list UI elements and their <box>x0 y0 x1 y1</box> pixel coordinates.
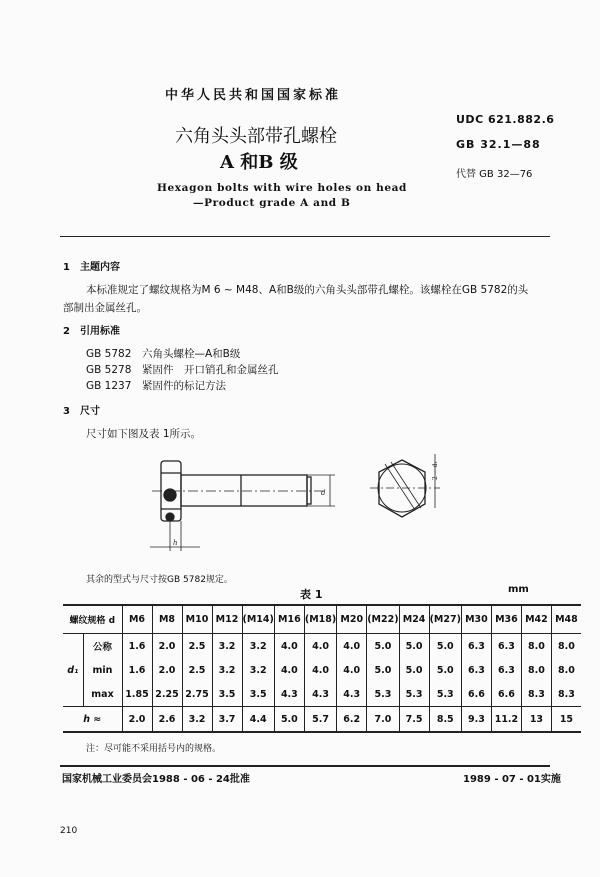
table-cell: (M22) <box>367 605 399 634</box>
table-cell: M16 <box>274 605 304 634</box>
section-2-heading: 2 引用标准 <box>63 326 120 337</box>
reference-list <box>86 346 279 394</box>
table-cell: M10 <box>182 605 212 634</box>
table-cell: 7.5 <box>399 707 429 733</box>
table-cell: 6.3 <box>461 658 491 682</box>
approval-text: 国家机械工业委员会1988 - 06 - 24批准 <box>62 774 250 785</box>
table-cell: 7.0 <box>367 707 399 733</box>
remaining-text: 其余的型式与尺寸按GB 5782规定。 <box>86 575 233 585</box>
table-cell: 8.0 <box>521 658 551 682</box>
table-cell: 4.4 <box>242 707 274 733</box>
table-row <box>63 634 581 659</box>
grade-cn: A 和B 级 <box>220 152 298 173</box>
reference-item: GB 1237 紧固件的标记方法 <box>86 380 226 392</box>
table-cell: M20 <box>337 605 367 634</box>
bolt-drawing <box>140 455 380 555</box>
table-cell: 6.2 <box>337 707 367 733</box>
replaces-standard: 代替 GB 32—76 <box>456 169 533 180</box>
table-note: 注：尽可能不采用括号内的规格。 <box>86 744 222 754</box>
table-cell: M6 <box>122 605 152 634</box>
table-cell: 2.5 <box>182 634 212 659</box>
table-cell: 9.3 <box>461 707 491 733</box>
table-cell: 2.0 <box>152 634 182 659</box>
udc-number: UDC 621.882.6 <box>456 113 555 126</box>
table-row <box>63 707 581 733</box>
national-standard-heading: 中华人民共和国国家标准 <box>165 88 342 103</box>
table-cell: 8.0 <box>551 634 581 659</box>
table-cell: 2.25 <box>152 682 182 707</box>
row-label: 公称 <box>83 634 122 659</box>
table-cell: 6.3 <box>491 634 521 659</box>
table-cell: 6.3 <box>491 658 521 682</box>
row-label: max <box>83 682 122 707</box>
table-cell: 2.6 <box>152 707 182 733</box>
table-cell: M42 <box>521 605 551 634</box>
table-cell: 3.5 <box>212 682 242 707</box>
table-cell: 4.0 <box>274 658 304 682</box>
reference-item: GB 5278 紧固件 开口销孔和金属丝孔 <box>86 364 279 376</box>
table-cell: 2.75 <box>182 682 212 707</box>
table-cell: 4.3 <box>304 682 336 707</box>
table-cell: 5.0 <box>429 634 461 659</box>
table-cell: 2.5 <box>182 658 212 682</box>
title-en-1: Hexagon bolts with wire holes on head <box>157 182 407 194</box>
row-label: min <box>83 658 122 682</box>
table-cell: M12 <box>212 605 242 634</box>
table-cell: 8.0 <box>551 658 581 682</box>
table-cell: M30 <box>461 605 491 634</box>
section-1-heading: 1 主题内容 <box>63 262 120 273</box>
table-cell: (M27) <box>429 605 461 634</box>
table-header-row <box>63 605 581 634</box>
title-en-2: —Product grade A and B <box>193 197 351 209</box>
table-cell: 2.0 <box>152 658 182 682</box>
table-cell: 3.5 <box>242 682 274 707</box>
table-cell: 2.0 <box>122 707 152 733</box>
header-rule <box>60 236 550 237</box>
table-caption: 表 1 <box>300 588 323 601</box>
hex-head-drawing <box>365 452 445 542</box>
table-cell: 5.7 <box>304 707 336 733</box>
h-label: h ≈ <box>63 707 122 733</box>
table-cell: 11.2 <box>491 707 521 733</box>
table-unit: mm <box>508 584 529 595</box>
table-cell: 8.5 <box>429 707 461 733</box>
table-cell: 3.2 <box>242 658 274 682</box>
reference-item: GB 5782 六角头螺栓—A和B级 <box>86 348 241 360</box>
d-label: d <box>321 489 326 497</box>
dimensions-text: 尺寸如下图及表 1所示。 <box>86 428 202 440</box>
table-cell: 13 <box>521 707 551 733</box>
table-cell: 6.6 <box>491 682 521 707</box>
table-cell: 8.3 <box>551 682 581 707</box>
table-cell: 5.0 <box>274 707 304 733</box>
header-label: 螺纹规格 d <box>63 605 122 634</box>
table-cell: 8.0 <box>521 634 551 659</box>
table-cell: 3.7 <box>212 707 242 733</box>
table-cell: 5.0 <box>399 634 429 659</box>
table-cell: 4.0 <box>337 658 367 682</box>
d1-label: 2 − d₁ <box>432 461 439 480</box>
table-cell: M8 <box>152 605 182 634</box>
footer-rule <box>60 765 550 767</box>
h-label: h <box>173 539 178 547</box>
table-cell: 1.85 <box>122 682 152 707</box>
scope-text-line-2: 部制出金属丝孔。 <box>63 302 147 314</box>
table-cell: 4.3 <box>274 682 304 707</box>
table-row <box>63 682 581 707</box>
table-cell: 4.0 <box>274 634 304 659</box>
table-cell: 3.2 <box>242 634 274 659</box>
title-cn: 六角头头部带孔螺栓 <box>175 126 337 147</box>
table-cell: 8.3 <box>521 682 551 707</box>
scope-text-line-1: 本标准规定了螺纹规格为M 6 ~ M48、A和B级的六角头头部带孔螺栓。该螺栓在GB 5782的头 <box>86 284 529 296</box>
table-cell: 3.2 <box>212 634 242 659</box>
table-cell: 4.0 <box>337 634 367 659</box>
table-cell: 5.0 <box>367 634 399 659</box>
table-cell: 5.0 <box>429 658 461 682</box>
table-cell: 4.0 <box>304 634 336 659</box>
table-cell: 5.3 <box>367 682 399 707</box>
table-cell: 15 <box>551 707 581 733</box>
table-cell: 3.2 <box>212 658 242 682</box>
table-cell: 5.3 <box>399 682 429 707</box>
table-cell: 5.0 <box>367 658 399 682</box>
table-cell: 1.6 <box>122 634 152 659</box>
section-3-heading: 3 尺寸 <box>63 406 100 417</box>
table-row <box>63 658 581 682</box>
table-cell: 1.6 <box>122 658 152 682</box>
table-cell: M48 <box>551 605 581 634</box>
dimension-table <box>63 604 581 733</box>
table-cell: M36 <box>491 605 521 634</box>
table-cell: 6.3 <box>461 634 491 659</box>
table-cell: 6.6 <box>461 682 491 707</box>
table-cell: (M14) <box>242 605 274 634</box>
table-cell: 4.3 <box>337 682 367 707</box>
d1-label: d₁ <box>67 664 79 676</box>
table-cell: 5.0 <box>399 658 429 682</box>
page-number: 210 <box>60 826 78 836</box>
table-cell: M24 <box>399 605 429 634</box>
gb-number: GB 32.1—88 <box>456 138 541 151</box>
table-cell: 4.0 <box>304 658 336 682</box>
table-cell: 3.2 <box>182 707 212 733</box>
table-cell: 5.3 <box>429 682 461 707</box>
table-cell: (M18) <box>304 605 336 634</box>
effective-text: 1989 - 07 - 01实施 <box>463 774 561 785</box>
